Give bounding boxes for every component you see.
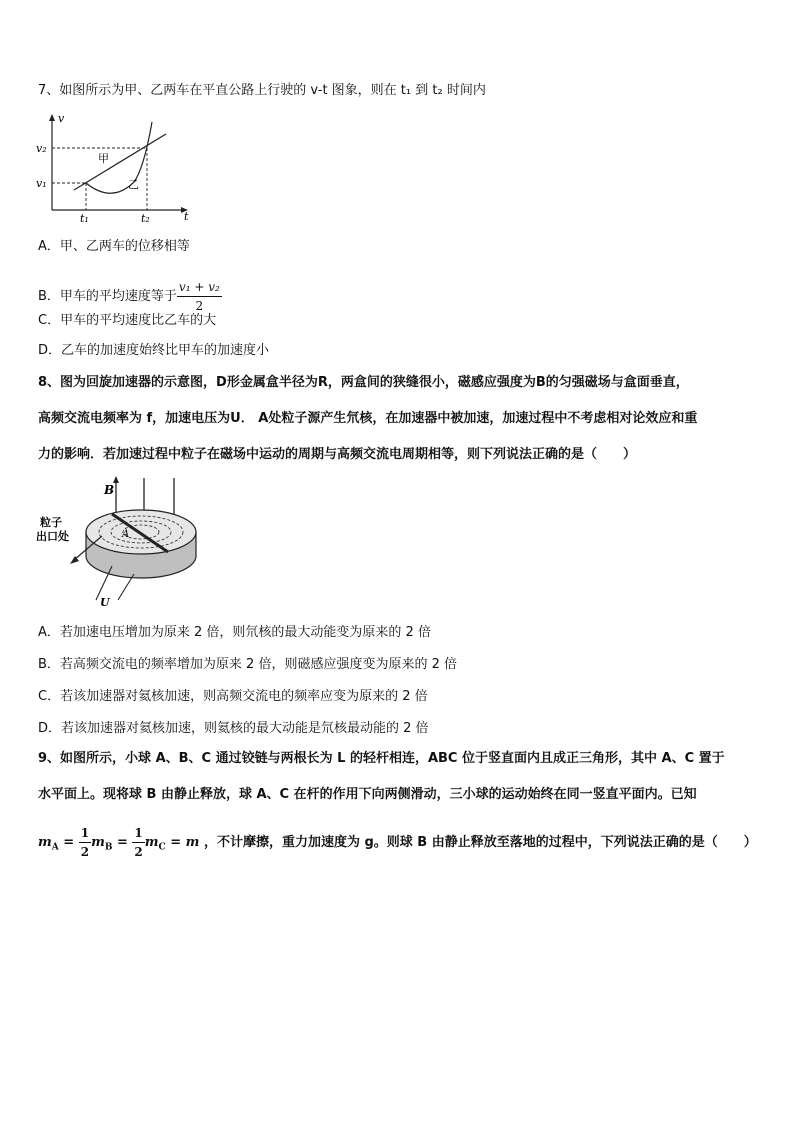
v-axis-arrow xyxy=(49,114,55,121)
q8-line-1: 8、图为回旋加速器的示意图，D形金属盒半径为R，两盒间的狭缝很小，磁感应强度为B的匀强磁场与盒面垂直， xyxy=(38,375,689,390)
q8-option-d: D．若该加速器对氦核加速，则氦核的最大动能是氘核最动能的 2 倍 xyxy=(38,721,429,736)
q8-line-3: 力的影响．若加速过程中粒子在磁场中运动的周期与高频交流电周期相等，则下列说法正确的是（ ） xyxy=(38,447,637,462)
q7-option-b-prefix: B．甲车的平均速度等于 xyxy=(38,289,177,304)
v1-label: v₁ xyxy=(36,177,47,190)
q8-cyclotron-figure xyxy=(34,474,204,614)
q9-line-1: 9、如图所示，小球 A、B、C 通过铰链与两根长为 L 的轻杆相连，ABC 位于竖直面内且成正三角形，其中 A、C 置于 xyxy=(38,751,725,766)
q8-option-c: C．若该加速器对氦核加速，则高频交流电的频率应变为原来的 2 倍 xyxy=(38,689,428,704)
jia-line xyxy=(74,134,166,190)
fraction-half: $\frac{1}{2}$ xyxy=(134,826,143,859)
q9-line-3 xyxy=(38,824,757,861)
mass-relation-equation: $m_A$ = $\frac{1}{2}$ $m_B$ = $\frac{1}{2}$ $m_C = m$ xyxy=(38,826,200,859)
yi-curve xyxy=(86,122,152,193)
jia-label: 甲 xyxy=(98,152,109,165)
t2-label: t₂ xyxy=(141,212,150,224)
voltage-wire xyxy=(118,574,134,600)
a-label: A xyxy=(122,529,130,540)
q9-line-2: 水平面上。现将球 B 由静止释放，球 A、C 在杆的作用下向两侧滑动，三小球的运动始终在同一竖直平面内。已知 xyxy=(38,787,697,802)
fraction-numerator: v₁ + v₂ xyxy=(177,278,222,297)
t-axis-label: t xyxy=(184,210,189,223)
t1-label: t₁ xyxy=(80,212,89,224)
q7-option-c: C．甲车的平均速度比乙车的大 xyxy=(38,313,217,328)
fraction-half: $\frac{1}{2}$ xyxy=(80,826,90,859)
q9-line-3-rest: ，不计摩擦，重力加速度为 g。则球 B 由静止释放至落地的过程中，下列说法正确的是（ ） xyxy=(203,835,757,850)
b-field-arrow xyxy=(113,476,119,483)
q7-stem: 7、如图所示为甲、乙两车在平直公路上行驶的 v-t 图象，则在 t₁ 到 t₂ 时间内 xyxy=(38,83,486,98)
q7-vt-graph xyxy=(34,112,204,224)
q8-option-b: B．若高频交流电的频率增加为原来 2 倍，则磁感应强度变为原来的 2 倍 xyxy=(38,657,457,672)
q7-option-b xyxy=(38,278,222,315)
exit-label-1: 粒子 xyxy=(40,516,62,529)
q7-option-a: A．甲、乙两车的位移相等 xyxy=(38,239,190,254)
q8-line-2: 高频交流电频率为 f，加速电压为U． A处粒子源产生氘核，在加速器中被加速，加速过程中不考虑相对论效应和重 xyxy=(38,411,698,426)
v-axis-label: v xyxy=(58,112,65,125)
fraction-denominator: 2 xyxy=(195,299,204,313)
exit-label-2: 出口处 xyxy=(36,530,69,543)
b-label: B xyxy=(104,483,115,497)
yi-label: 乙 xyxy=(128,178,139,191)
q8-option-a: A．若加速电压增加为原来 2 倍，则氘核的最大动能变为原来的 2 倍 xyxy=(38,625,431,640)
q7-option-b-fraction xyxy=(177,278,222,315)
q7-option-d: D．乙车的加速度始终比甲车的加速度小 xyxy=(38,343,270,358)
u-label: U xyxy=(100,596,110,609)
v2-label: v₂ xyxy=(36,142,47,155)
